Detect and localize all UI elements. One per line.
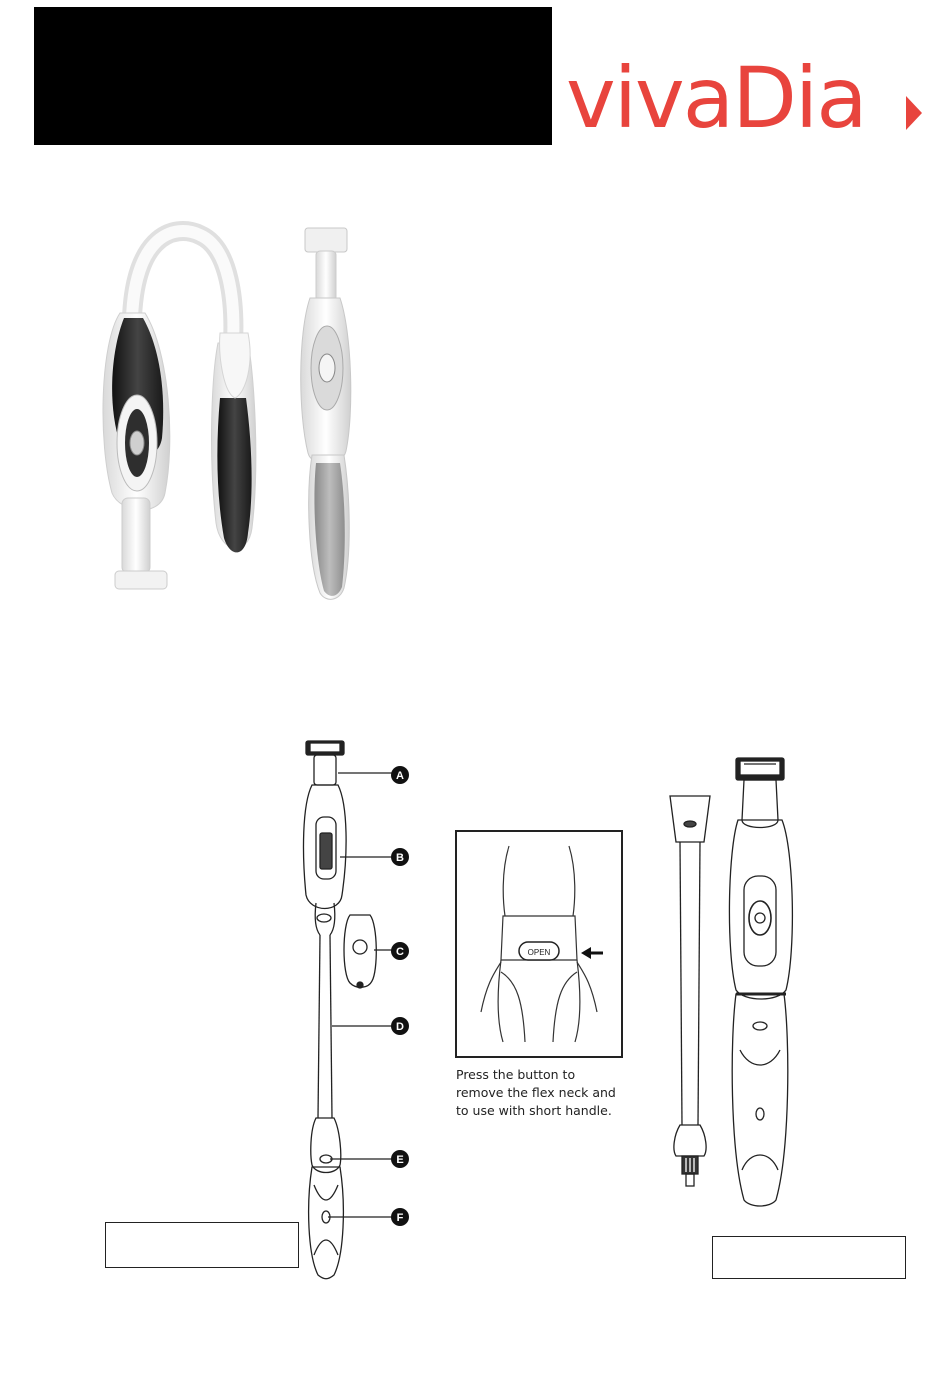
- trimmer-diagram-long: [280, 735, 430, 1280]
- caption-line-2: remove the flex neck and: [456, 1085, 616, 1100]
- inset-open-button-label: OPEN: [527, 948, 551, 957]
- empty-label-box-left: [105, 1222, 299, 1268]
- header-black-banner: [34, 7, 552, 145]
- label-d: D: [396, 1021, 404, 1033]
- caption-line-1: Press the button to: [456, 1067, 576, 1082]
- arrow-left-icon: [581, 947, 603, 959]
- caption-line-3: to use with short handle.: [456, 1103, 612, 1118]
- label-c: C: [396, 946, 404, 958]
- logo-text: vivaDia: [566, 49, 866, 147]
- inset-detail-box: [455, 830, 623, 1058]
- label-b: B: [396, 852, 404, 864]
- empty-label-box-right: [712, 1236, 906, 1279]
- trimmer-diagram-short: [660, 750, 805, 1210]
- label-f: F: [396, 1212, 404, 1224]
- label-e: E: [396, 1154, 404, 1166]
- inset-caption: [456, 1066, 636, 1120]
- product-photo: [40, 193, 370, 613]
- brand-logo: [566, 49, 926, 147]
- label-a: A: [396, 770, 404, 782]
- inset-detail-drawing: [457, 832, 621, 1056]
- play-arrow-icon: [906, 96, 922, 130]
